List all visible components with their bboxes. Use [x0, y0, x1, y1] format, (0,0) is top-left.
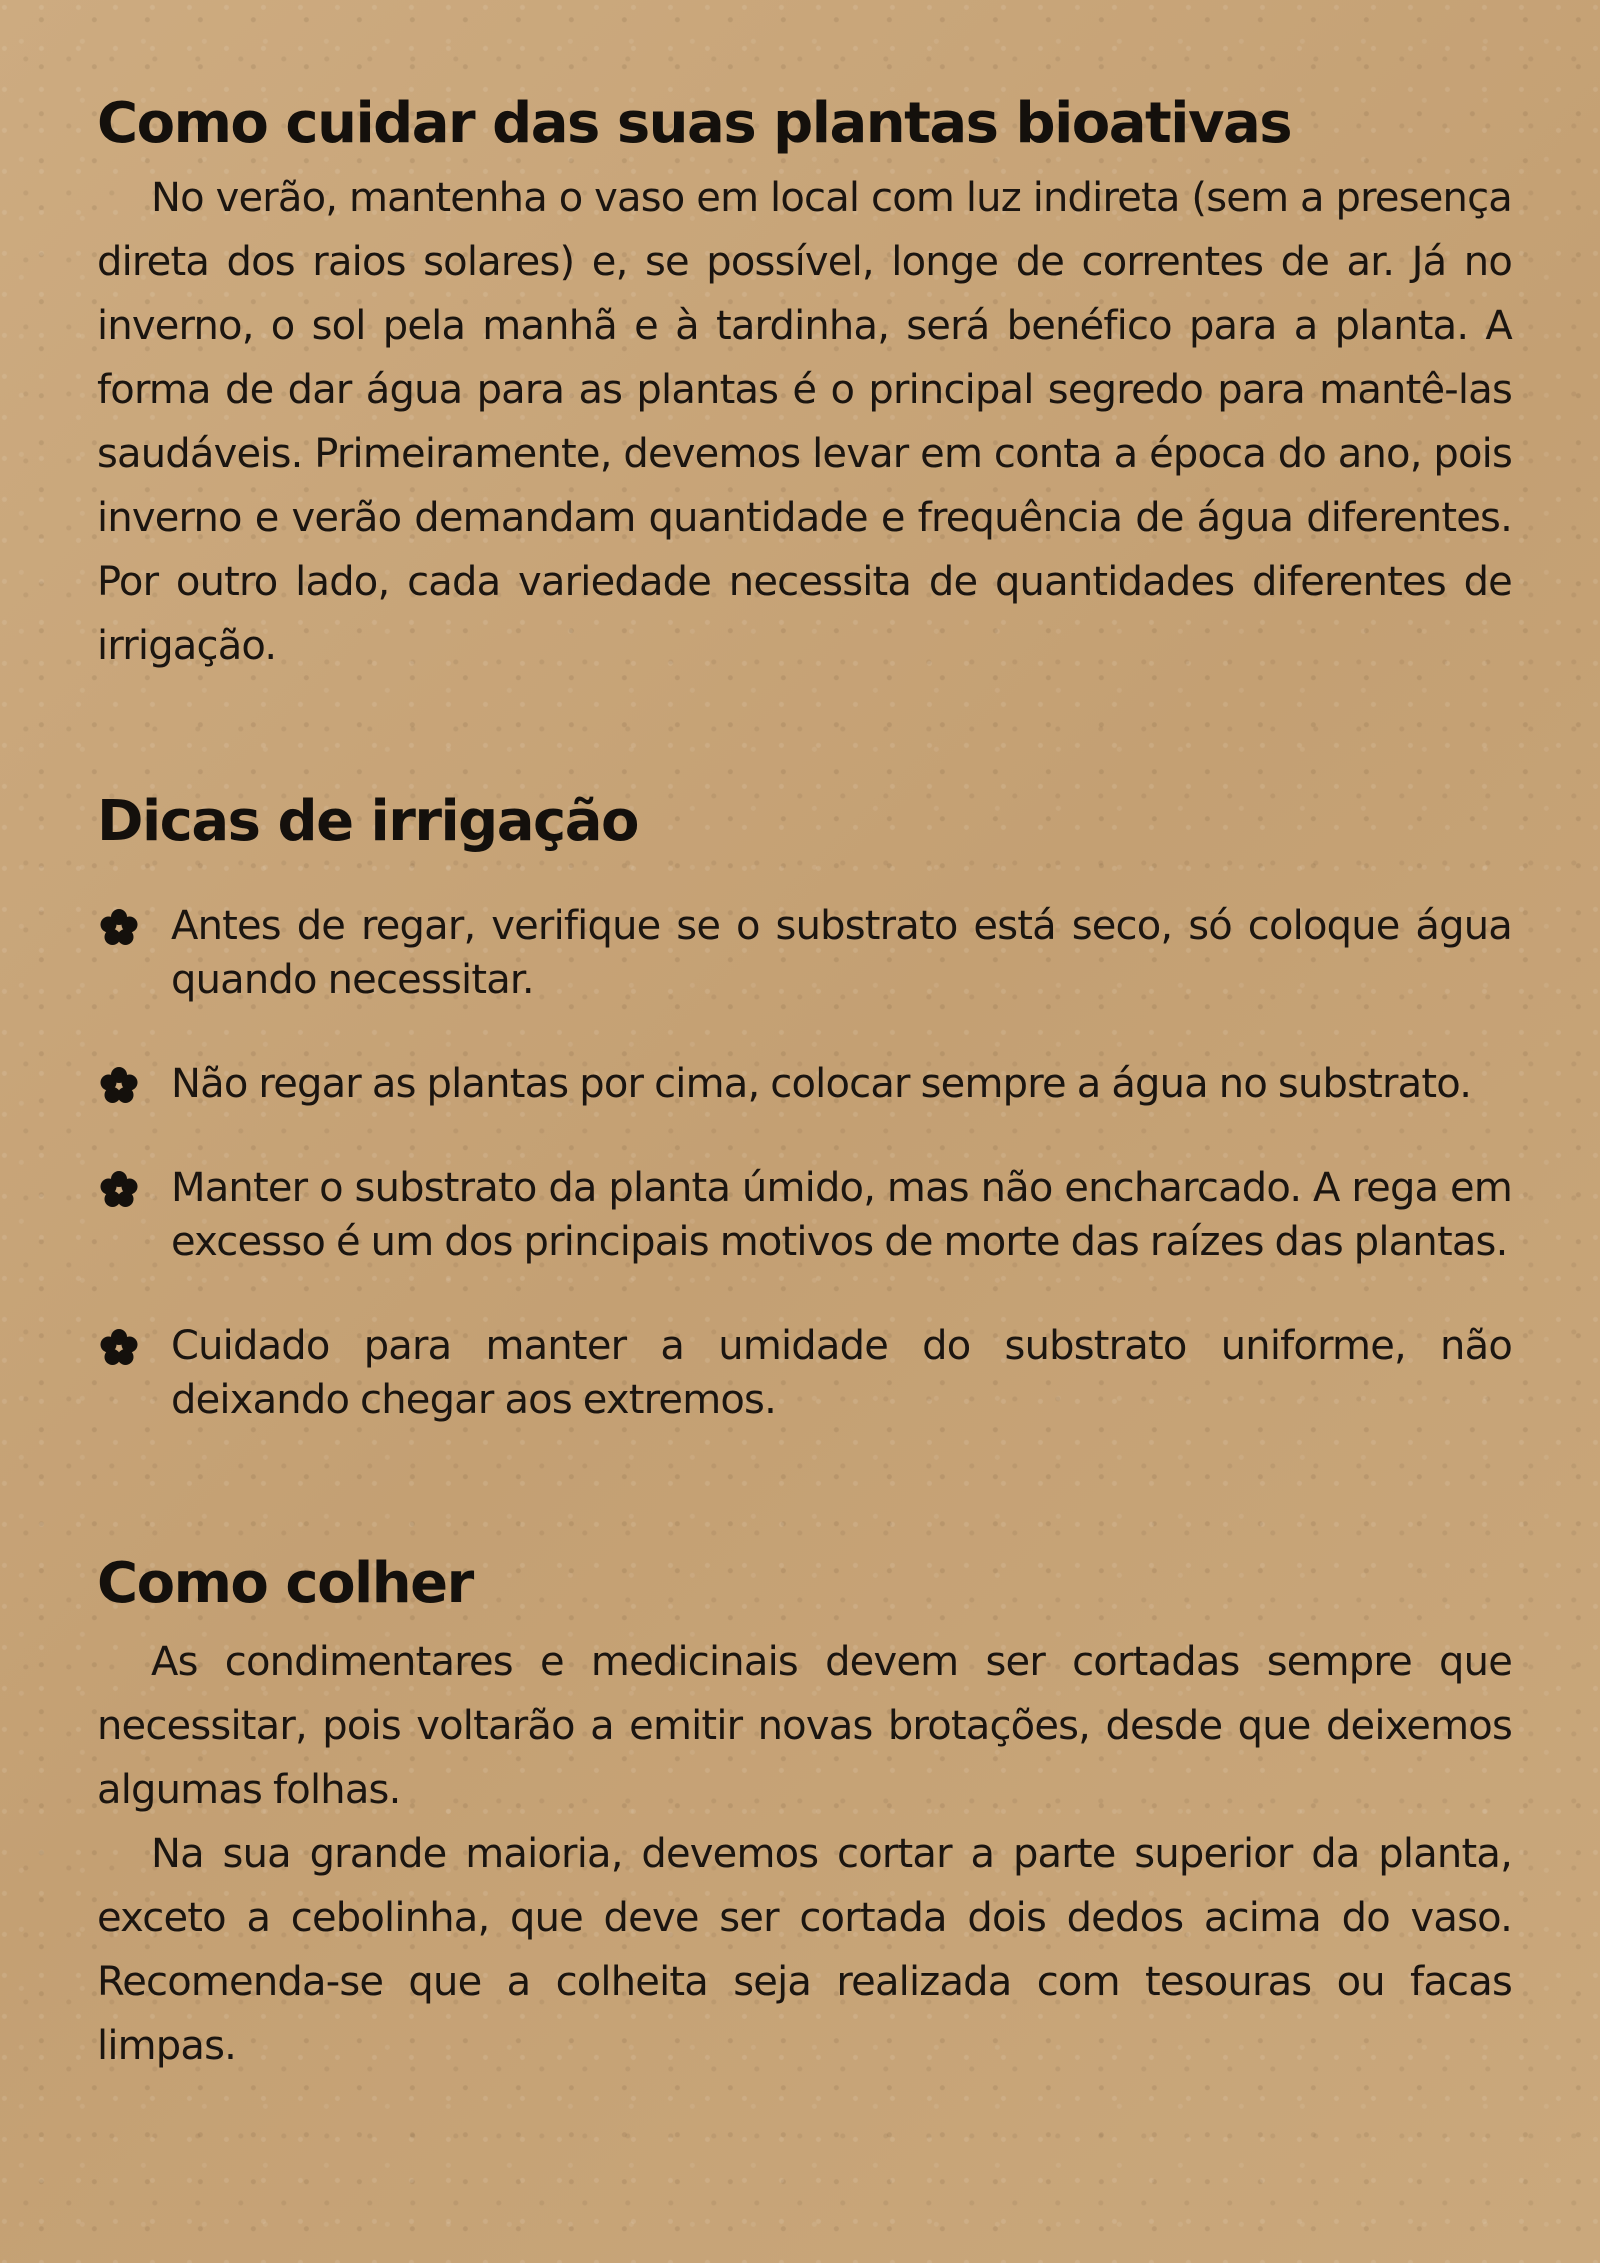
harvest-paragraph: As condimentares e medicinais devem ser cortadas sempre que necessitar, pois voltarão a emitir novas brotações, desde que deixemos algumas folhas. — [97, 1639, 1512, 1814]
flower-icon — [99, 1328, 139, 1368]
irrigation-section — [97, 790, 1512, 1426]
irrigation-tip — [97, 1057, 1512, 1111]
care-paragraph: No verão, mantenha o vaso em local com luz indireta (sem a presença direta dos raios solares) e, se possível, longe de correntes de ar. Já no inverno, o sol pela manhã e à tardinha, será benéfico para a planta. A forma de dar água para as plantas é o principal segredo para mantê-las saudáveis. Primeiramente, devemos levar em conta a época do ano, pois inverno e verão demandam quantidade e frequência de água diferentes. Por outro lado, cada variedade necessita de quantidades diferentes de irrigação. — [97, 175, 1512, 670]
harvest-paragraph: Na sua grande maioria, devemos cortar a parte superior da planta, exceto a cebolinha, que deve ser cortada dois dedos acima do vaso. Recomenda-se que a colheita seja realizada com tesouras ou facas limpas. — [97, 1831, 1512, 2070]
harvest-title: Como colher — [97, 1550, 473, 1616]
flower-icon — [99, 908, 139, 948]
irrigation-tips-list — [97, 899, 1512, 1427]
tip-text: Não regar as plantas por cima, colocar sempre a água no substrato. — [171, 1060, 1472, 1107]
care-section — [97, 92, 1512, 678]
irrigation-tip — [97, 899, 1512, 1007]
tip-text: Antes de regar, verifique se o substrato está seco, só coloque água quando necessitar. — [171, 902, 1512, 1003]
irrigation-tip — [97, 1319, 1512, 1427]
flower-icon — [99, 1170, 139, 1210]
tip-text: Cuidado para manter a umidade do substrato uniforme, não deixando chegar aos extremos. — [171, 1322, 1512, 1423]
irrigation-tip — [97, 1161, 1512, 1269]
irrigation-title: Dicas de irrigação — [97, 789, 639, 855]
tip-text: Manter o substrato da planta úmido, mas não encharcado. A rega em excesso é um dos principais motivos de morte das raízes das plantas. — [171, 1164, 1512, 1265]
harvest-section — [97, 1552, 1512, 2078]
care-title: Como cuidar das suas plantas bioativas — [97, 91, 1292, 156]
flower-icon — [99, 1066, 139, 1106]
